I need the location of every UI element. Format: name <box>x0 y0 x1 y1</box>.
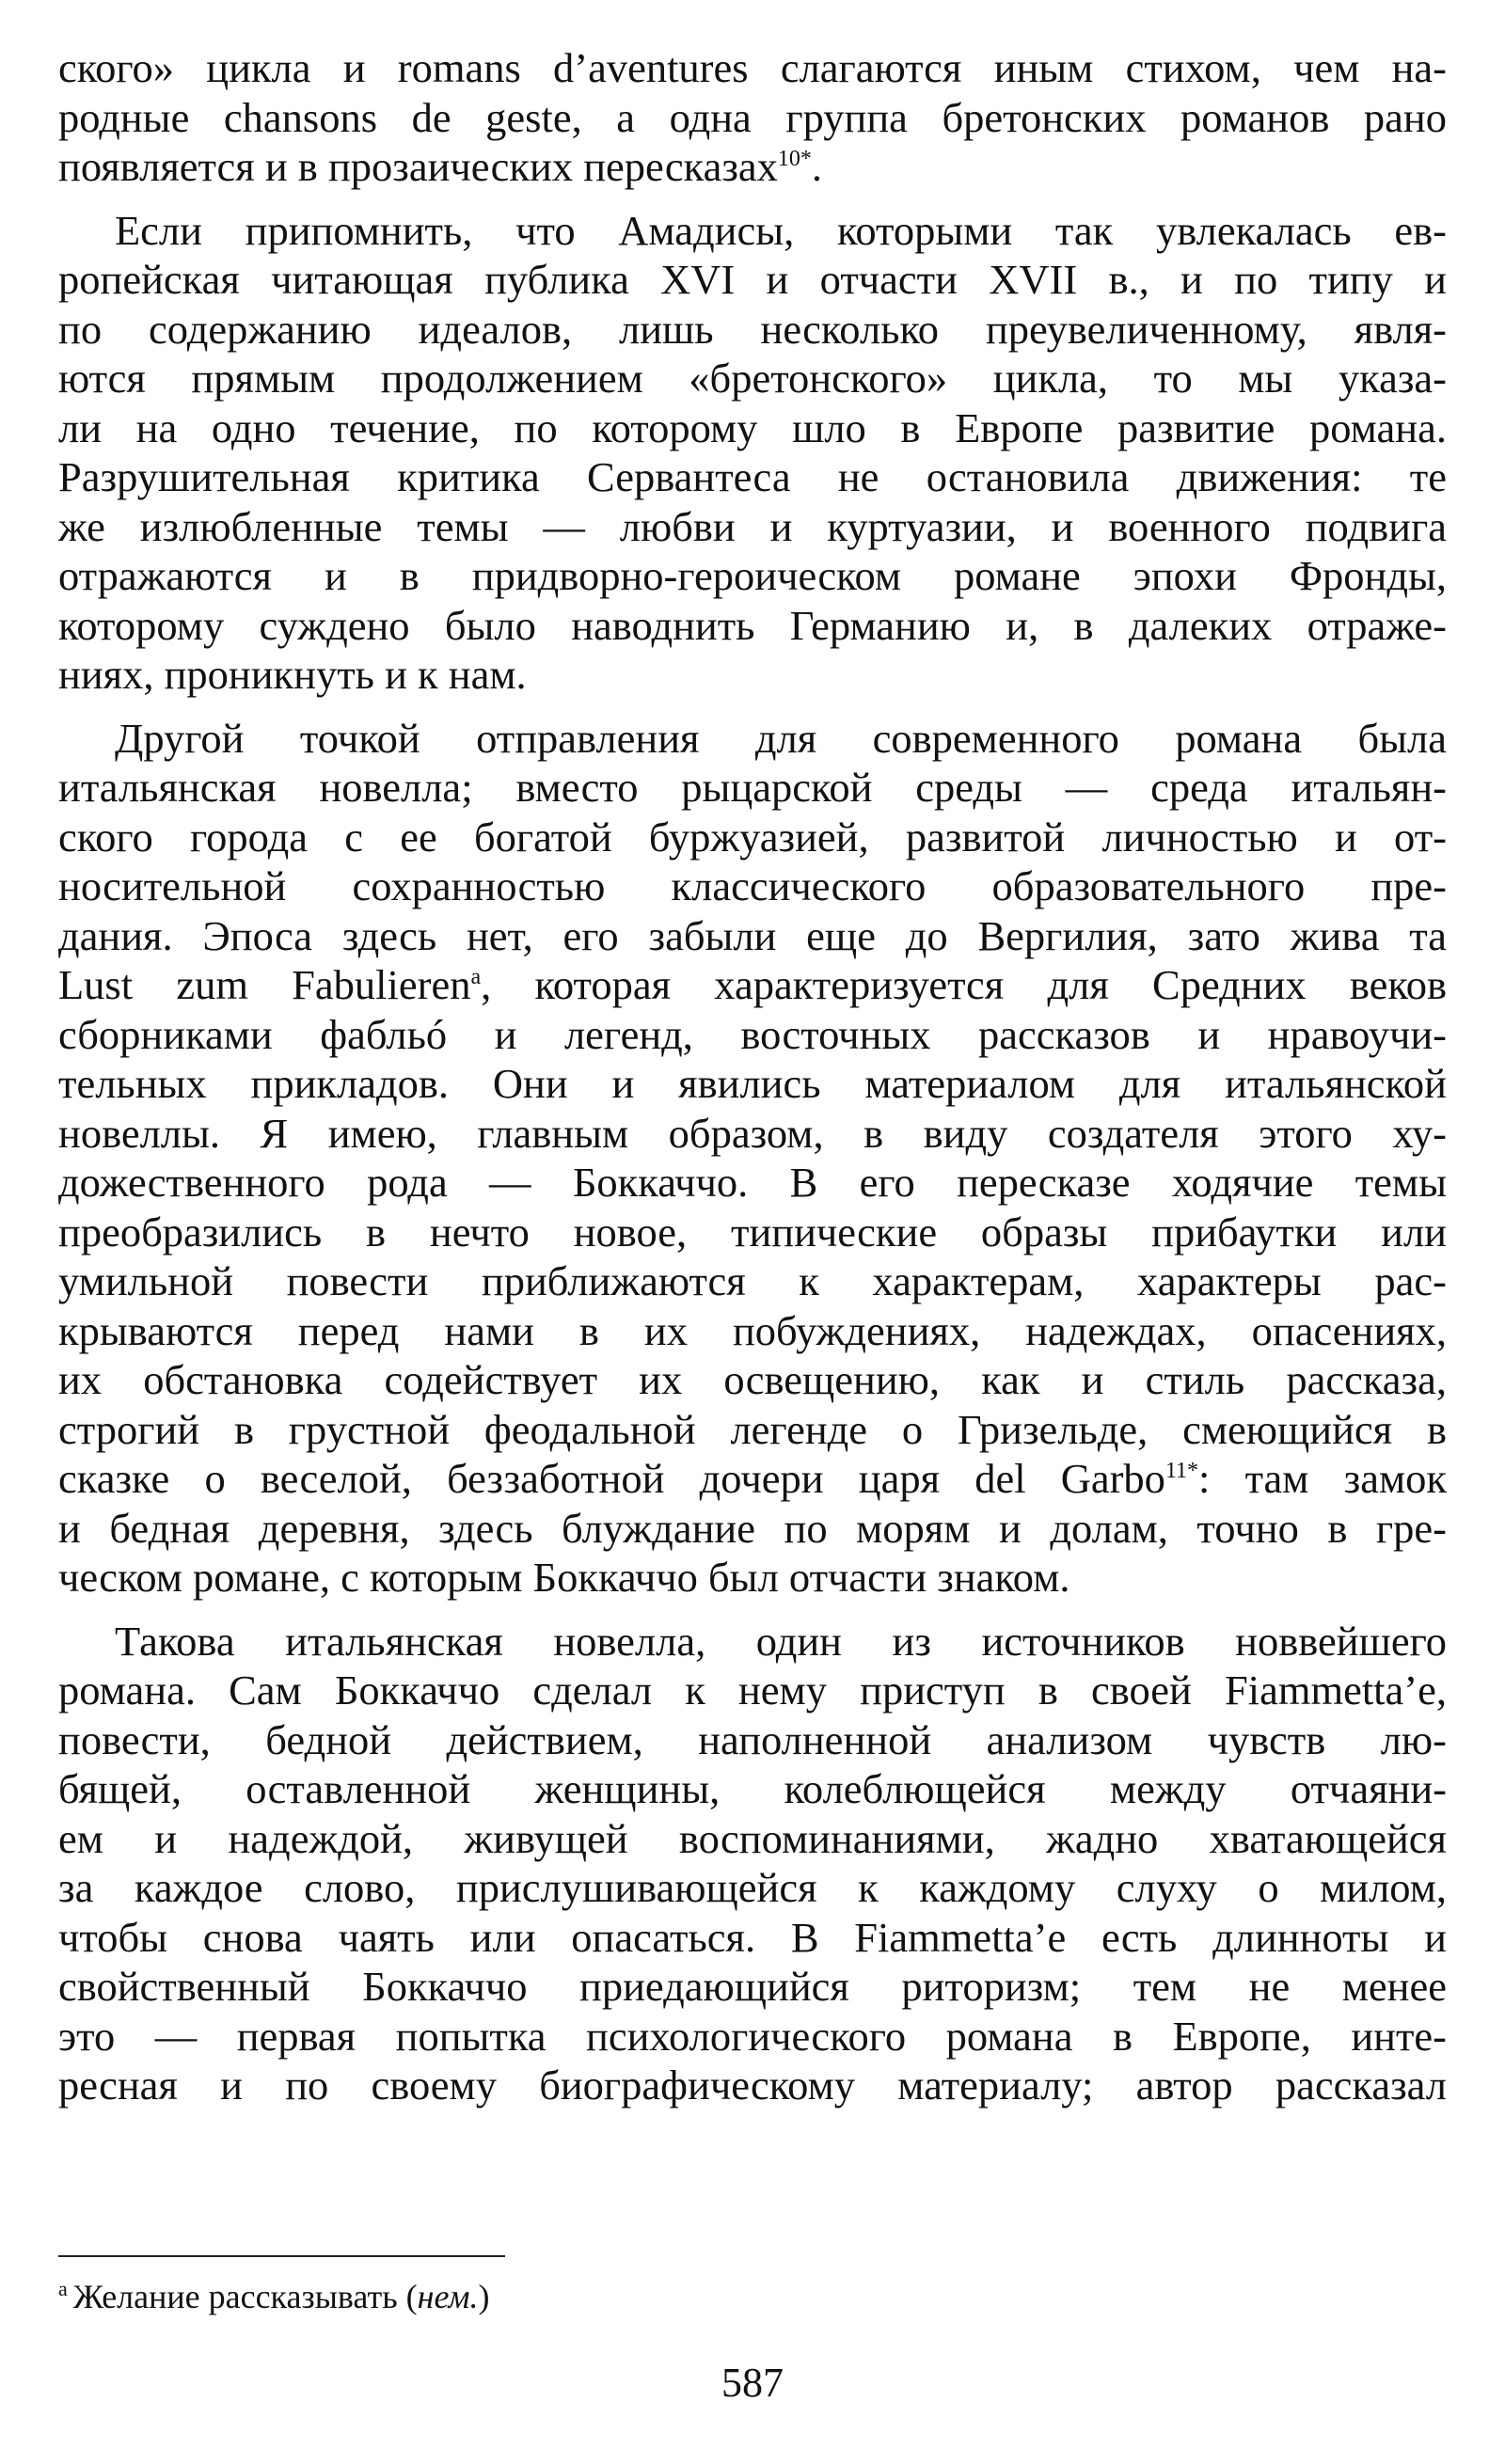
text-line <box>58 1454 1447 1504</box>
text-line: свойственный Боккаччо приедающийся риторизм; тем не менее <box>58 1963 1447 2010</box>
text-line: повести, бедной действием, наполненной анализом чувств лю- <box>58 1715 1447 1763</box>
footnote <box>58 2276 490 2317</box>
text-line: ческом романе, с которым Боккаччо был отчасти знаком. <box>58 1554 1070 1601</box>
text-line: строгий в грустной феодальной легенде о Гризельде, смеющийся в <box>58 1405 1447 1453</box>
text-line: умильной повести приближаются к характерам, характеры рас- <box>58 1257 1447 1304</box>
text-line: ского» цикла и romans d’aventures слагаются иным стихом, чем на- <box>58 44 1447 91</box>
text-line: ского города с ее богатой буржуазией, развитой личностью и от- <box>58 813 1447 861</box>
text-line: родные chansons de geste, а одна группа бретонских романов рано <box>58 93 1447 141</box>
text-line: дожественного рода — Боккаччо. В его пересказе ходячие темы <box>58 1159 1447 1206</box>
text-line: бящей, оставленной женщины, колеблющейся между отчаяни- <box>58 1765 1447 1812</box>
note-reference: 11* <box>1164 1459 1199 1484</box>
text-line: их обстановка содействует их освещению, как и стиль рассказа, <box>58 1356 1447 1403</box>
text-line: ропейская читающая публика XVI и отчасти XVII в., и по типу и <box>58 256 1447 303</box>
page-number: 587 <box>721 2360 784 2406</box>
text-line: ресная и по своему биографическому материалу; автор рассказал <box>58 2061 1447 2109</box>
text-span: : там замок <box>1198 1455 1447 1502</box>
text-line: носительной сохранностью классического образовательного пре- <box>58 862 1447 909</box>
text-span: сказке о веселой, беззаботной дочери царя del Garbo <box>58 1455 1165 1502</box>
text-line: романа. Сам Боккаччо сделал к нему приступ в своей Fiammetta’е, <box>58 1666 1447 1714</box>
footnote-close: ) <box>478 2278 490 2315</box>
text-line: чтобы снова чаять или опасаться. В Fiammetta’е есть длинноты и <box>58 1913 1447 1961</box>
text-line: Такова итальянская новелла, один из источников новвейшего <box>115 1617 1447 1665</box>
paragraph-3 <box>58 714 1447 1603</box>
text-line: отражаются и в придворно-героическом романе эпохи Фронды, <box>58 552 1447 599</box>
text-line: итальянская новелла; вместо рыцарской среды — среда итальян- <box>58 764 1447 811</box>
text-span: . <box>811 143 823 190</box>
text-line: сборниками фабльó и легенд, восточных рассказов и нравоучи- <box>58 1010 1447 1058</box>
text-span: , которая характеризуется для Средних веков <box>481 961 1447 1008</box>
text-span: Lust zum Fabulieren <box>58 961 471 1008</box>
text-line: и бедная деревня, здесь блуждание по морям и долам, точно в гре- <box>58 1504 1447 1552</box>
text-line: ются прямым продолжением «бретонского» цикла, то мы указа- <box>58 355 1447 402</box>
footnote-divider <box>58 2255 505 2257</box>
text-line: Разрушительная критика Сервантеса не остановила движения: те <box>58 453 1447 500</box>
text-line: которому суждено было наводнить Германию и, в далеких отраже- <box>58 601 1447 649</box>
text-line: Другой точкой отправления для современного романа была <box>115 714 1447 762</box>
text-line: Если припомнить, что Амадисы, которыми так увлекалась ев- <box>115 206 1447 254</box>
text-line: дания. Эпоса здесь нет, его забыли еще до Вергилия, зато жива та <box>58 911 1447 959</box>
paragraph-2 <box>58 206 1447 700</box>
text-line: новеллы. Я имею, главным образом, в виду создателя этого ху- <box>58 1109 1447 1157</box>
text-line <box>58 960 1447 1010</box>
text-line: ем и надеждой, живущей воспоминаниями, жадно хватающейся <box>58 1814 1447 1862</box>
text-line <box>58 142 1447 192</box>
text-line: за каждое слово, прислушивающейся к каждому слуху о милом, <box>58 1864 1447 1911</box>
text-line: тельных прикладов. Они и явились материалом для итальянской <box>58 1060 1447 1107</box>
text-line: по содержанию идеалов, лишь несколько преувеличенному, явля- <box>58 305 1447 353</box>
footnote-text: Желание рассказывать ( <box>72 2278 418 2315</box>
text-line: ниях, проникнуть и к нам. <box>58 651 527 698</box>
note-reference: 10* <box>777 147 812 172</box>
footnote-reference: a <box>470 965 482 990</box>
text-span: появляется и в прозаических пересказах <box>58 143 778 190</box>
footnote-mark: a <box>58 2277 68 2300</box>
footnote-language: нем. <box>417 2278 479 2315</box>
paragraph-4 <box>58 1617 1447 2110</box>
paragraph-1 <box>58 43 1447 192</box>
text-line: преобразились в нечто новое, типические образы прибаутки или <box>58 1208 1447 1256</box>
text-line: же излюбленные темы — любви и куртуазии, и военного подвига <box>58 502 1447 550</box>
page-body <box>58 43 1447 2110</box>
text-line: крываются перед нами в их побуждениях, надеждах, опасениях, <box>58 1306 1447 1354</box>
text-line: ли на одно течение, по которому шло в Европе развитие романа. <box>58 403 1447 451</box>
text-line: это — первая попытка психологического романа в Европе, инте- <box>58 2012 1447 2060</box>
